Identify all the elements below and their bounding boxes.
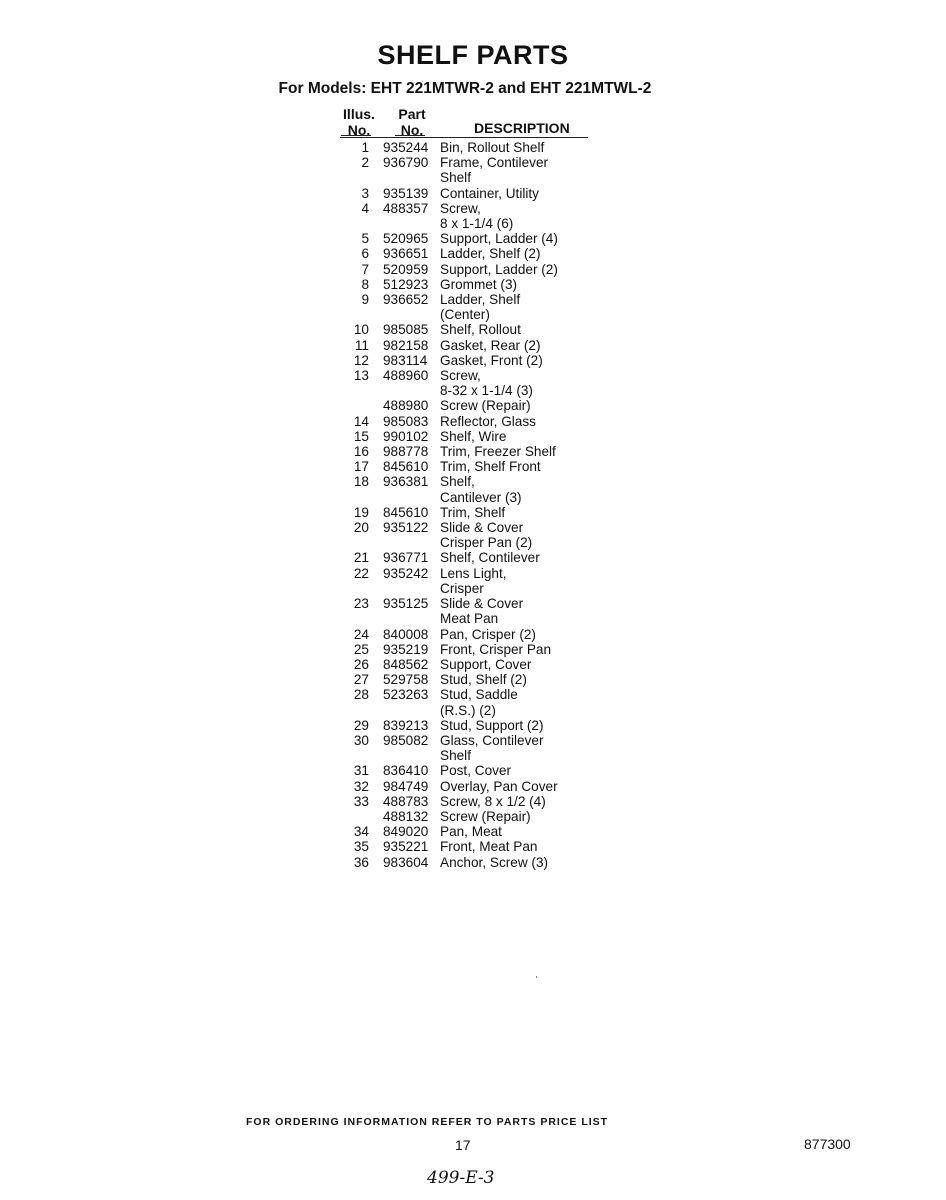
document-number: 877300: [804, 1136, 851, 1152]
part-number: 845610: [383, 504, 429, 520]
illus-header-underline: [341, 135, 371, 136]
part-description: [440, 429, 635, 444]
description-line: Stud, Saddle: [440, 687, 518, 703]
illus-number: 29: [353, 717, 369, 733]
illus-number: 31: [353, 763, 369, 779]
part-number: 839213: [383, 717, 429, 733]
part-description: [440, 246, 635, 261]
description-line: Shelf: [440, 170, 471, 186]
description-line: Trim, Shelf: [440, 504, 506, 520]
parts-row: [335, 459, 635, 474]
illus-number: 11: [354, 337, 369, 353]
description-line: 8-32 x 1-1/4 (3): [440, 383, 533, 399]
parts-row: [335, 824, 635, 839]
parts-row: [335, 353, 635, 368]
description-line: Screw,: [440, 368, 481, 384]
parts-row: [335, 201, 635, 231]
description-line: Crisper Pan (2): [440, 535, 533, 551]
part-description: [440, 642, 635, 657]
parts-row: [335, 414, 635, 429]
illus-number: 34: [353, 824, 369, 840]
description-line: Glass, Contilever: [440, 732, 544, 748]
part-number: 523263: [383, 687, 429, 703]
part-description: [440, 627, 635, 642]
part-number: 520959: [383, 261, 429, 277]
description-line: Shelf, Contilever: [440, 550, 540, 566]
part-number: 983114: [383, 352, 428, 368]
parts-row: [335, 657, 635, 672]
header-rule: [340, 137, 588, 138]
illus-number: 30: [353, 732, 369, 748]
description-line: Ladder, Shelf: [440, 292, 521, 308]
illus-number: 33: [353, 793, 369, 809]
part-description: [440, 186, 635, 201]
illus-number: 6: [361, 246, 369, 262]
parts-list: [335, 140, 635, 870]
part-number: 845610: [383, 459, 429, 475]
part-description: [440, 262, 635, 277]
description-line: Front, Meat Pan: [440, 839, 538, 855]
parts-row: [335, 855, 635, 870]
part-number: 936652: [383, 292, 429, 308]
description-line: Shelf,: [440, 474, 475, 490]
parts-row: [335, 429, 635, 444]
illus-number: 8: [361, 276, 369, 292]
parts-row: [335, 444, 635, 459]
parts-row: [335, 505, 635, 520]
illus-number: 5: [361, 231, 369, 247]
part-description: [440, 657, 635, 672]
parts-row: [335, 338, 635, 353]
description-line: Frame, Contilever: [440, 155, 549, 171]
handwritten-note: 499-E-3: [427, 1168, 495, 1188]
parts-row: [335, 292, 635, 322]
parts-row: [335, 322, 635, 337]
illus-number: 14: [353, 413, 369, 429]
illus-number: 18: [353, 474, 369, 490]
illus-number: 3: [361, 185, 369, 201]
description-line: Post, Cover: [440, 763, 512, 779]
parts-row: [335, 763, 635, 778]
parts-row: [335, 718, 635, 733]
page-title: SHELF PARTS: [377, 40, 569, 70]
part-description: [440, 444, 635, 459]
part-description: [440, 520, 635, 550]
part-description: [440, 733, 635, 763]
illus-number: 28: [353, 687, 369, 703]
part-number: 529758: [383, 672, 429, 688]
part-number: 512923: [383, 276, 429, 292]
part-description: [440, 505, 635, 520]
parts-row: [335, 566, 635, 596]
part-number: 935122: [383, 520, 429, 536]
description-line: Pan, Meat: [440, 824, 502, 840]
column-header-description: DESCRIPTION: [474, 120, 570, 136]
part-description: [440, 596, 635, 626]
part-description: [440, 824, 635, 839]
illus-number: 22: [353, 565, 369, 581]
part-description: [440, 277, 635, 292]
description-line: Overlay, Pan Cover: [440, 778, 558, 794]
part-description: [440, 140, 635, 155]
description-line: Shelf: [440, 748, 471, 764]
illus-number: 17: [353, 459, 369, 475]
parts-row: [335, 839, 635, 854]
part-number: 840008: [383, 626, 429, 642]
part-header-line1: Part: [398, 106, 426, 122]
illus-number: [335, 398, 369, 413]
part-description: [440, 566, 635, 596]
parts-row: [335, 550, 635, 565]
parts-row: [335, 155, 635, 185]
description-line: Trim, Shelf Front: [440, 459, 541, 475]
part-description: [440, 459, 635, 474]
parts-row: [335, 596, 635, 626]
description-line: Cantilever (3): [440, 489, 522, 505]
part-description: [440, 338, 635, 353]
description-line: Crisper: [440, 580, 484, 596]
illus-header-line1: Illus.: [343, 106, 375, 122]
description-line: Support, Ladder (2): [440, 261, 558, 277]
illus-number: 1: [361, 140, 369, 155]
part-description: [440, 855, 635, 870]
description-line: Anchor, Screw (3): [440, 854, 549, 870]
illus-number: 9: [361, 292, 369, 308]
description-line: Reflector, Glass: [440, 413, 536, 429]
parts-row: [335, 246, 635, 261]
parts-row: [335, 231, 635, 246]
description-line: Stud, Support (2): [440, 717, 544, 733]
ordering-note: FOR ORDERING INFORMATION REFER TO PARTS PRICE LIST: [246, 1116, 609, 1128]
description-line: Support, Ladder (4): [440, 231, 558, 247]
description-line: Meat Pan: [440, 611, 499, 627]
part-number: 935139: [383, 185, 429, 201]
part-number: 985085: [383, 322, 429, 338]
scan-speck: [536, 976, 537, 978]
description-line: Bin, Rollout Shelf: [440, 140, 545, 155]
part-header-underline: [395, 135, 425, 136]
description-line: Screw (Repair): [440, 808, 531, 824]
description-line: Pan, Crisper (2): [440, 626, 536, 642]
illus-number: 27: [353, 672, 369, 688]
part-description: [440, 155, 635, 185]
part-number: 848562: [383, 656, 429, 672]
illus-number: 36: [353, 854, 369, 870]
illus-number: 10: [353, 322, 369, 338]
illus-number: 4: [361, 200, 369, 216]
illus-number: 13: [353, 368, 369, 384]
part-description: [440, 779, 635, 794]
part-description: [440, 550, 635, 565]
parts-row: [335, 687, 635, 717]
part-number: 985083: [383, 413, 429, 429]
part-number: 990102: [383, 428, 429, 444]
part-number: 936381: [383, 474, 429, 490]
parts-row: [335, 809, 635, 824]
illus-number: [335, 809, 369, 824]
illus-number: 15: [353, 428, 369, 444]
illus-number: 25: [353, 641, 369, 657]
parts-row: [335, 277, 635, 292]
part-number: 984749: [383, 778, 429, 794]
part-description: [440, 687, 635, 717]
part-number: 935125: [383, 596, 429, 612]
description-line: Trim, Freezer Shelf: [440, 444, 556, 460]
part-number: 988778: [383, 444, 429, 460]
part-number: 935244: [383, 140, 429, 155]
illus-number: 26: [353, 656, 369, 672]
part-description: [440, 718, 635, 733]
part-number: 849020: [383, 824, 429, 840]
part-description: [440, 809, 635, 824]
description-line: Gasket, Rear (2): [440, 337, 541, 353]
description-line: (R.S.) (2): [440, 702, 496, 718]
part-number: 985082: [383, 732, 429, 748]
illus-number: 12: [353, 352, 369, 368]
illus-number: 19: [353, 504, 369, 520]
part-number: 488783: [383, 793, 429, 809]
description-line: 8 x 1-1/4 (6): [440, 216, 514, 232]
part-description: [440, 474, 635, 504]
illus-number: 32: [353, 778, 369, 794]
parts-row: [335, 627, 635, 642]
part-number: 936771: [383, 550, 429, 566]
description-line: Screw, 8 x 1/2 (4): [440, 793, 546, 809]
illus-number: 24: [353, 626, 369, 642]
illus-number: 35: [353, 839, 369, 855]
part-description: [440, 368, 635, 398]
description-line: Screw (Repair): [440, 398, 531, 414]
parts-row: [335, 474, 635, 504]
page-number: 17: [455, 1137, 471, 1153]
description-line: Gasket, Front (2): [440, 352, 543, 368]
part-description: [440, 794, 635, 809]
part-description: [440, 201, 635, 231]
illus-number: 21: [353, 550, 369, 566]
part-description: [440, 672, 635, 687]
part-description: [440, 398, 635, 413]
parts-row: [335, 733, 635, 763]
illus-number: 2: [361, 155, 369, 171]
parts-row: [335, 520, 635, 550]
part-description: [440, 414, 635, 429]
illus-number: 23: [353, 596, 369, 612]
description-line: Stud, Shelf (2): [440, 672, 527, 688]
description-line: Slide & Cover: [440, 596, 524, 612]
description-line: Grommet (3): [440, 276, 518, 292]
part-number: 488357: [383, 200, 429, 216]
description-line: Ladder, Shelf (2): [440, 246, 541, 262]
part-header-line2: No.: [400, 122, 424, 138]
description-line: Container, Utility: [440, 185, 539, 201]
parts-row: [335, 398, 635, 413]
description-line: Screw,: [440, 200, 481, 216]
part-description: [440, 763, 635, 778]
parts-row: [335, 368, 635, 398]
part-number: 836410: [383, 763, 429, 779]
column-header-illus-no: [341, 106, 377, 138]
illus-header-line2: No.: [347, 122, 371, 138]
part-description: [440, 839, 635, 854]
parts-row: [335, 779, 635, 794]
part-number: 520965: [383, 231, 429, 247]
models-subtitle: For Models: EHT 221MTWR-2 and EHT 221MTWL-2: [278, 80, 652, 97]
column-header-part-no: [394, 106, 430, 138]
description-line: Slide & Cover: [440, 520, 524, 536]
part-number: 983604: [383, 854, 429, 870]
description-line: Support, Cover: [440, 656, 532, 672]
parts-row: [335, 140, 635, 155]
description-line: Shelf, Wire: [440, 428, 507, 444]
part-number: 935221: [383, 839, 429, 855]
description-line: Front, Crisper Pan: [440, 641, 552, 657]
parts-row: [335, 642, 635, 657]
part-description: [440, 322, 635, 337]
description-line: Shelf, Rollout: [440, 322, 521, 338]
illus-number: 20: [353, 520, 369, 536]
part-number: 935219: [383, 641, 429, 657]
parts-row: [335, 186, 635, 201]
description-line: (Center): [440, 307, 490, 323]
part-number: 488960: [383, 368, 429, 384]
part-number: 936651: [383, 246, 429, 262]
part-number: 488132: [383, 808, 429, 824]
illus-number: 16: [353, 444, 369, 460]
parts-row: [335, 262, 635, 277]
parts-row: [335, 794, 635, 809]
part-description: [440, 231, 635, 246]
part-number: 936790: [383, 155, 429, 171]
part-number: 982158: [383, 337, 429, 353]
illus-number: 7: [361, 261, 369, 277]
part-number: 935242: [383, 565, 429, 581]
parts-row: [335, 672, 635, 687]
part-description: [440, 292, 635, 322]
part-description: [440, 353, 635, 368]
part-number: 488980: [383, 398, 429, 414]
description-line: Lens Light,: [440, 565, 507, 581]
